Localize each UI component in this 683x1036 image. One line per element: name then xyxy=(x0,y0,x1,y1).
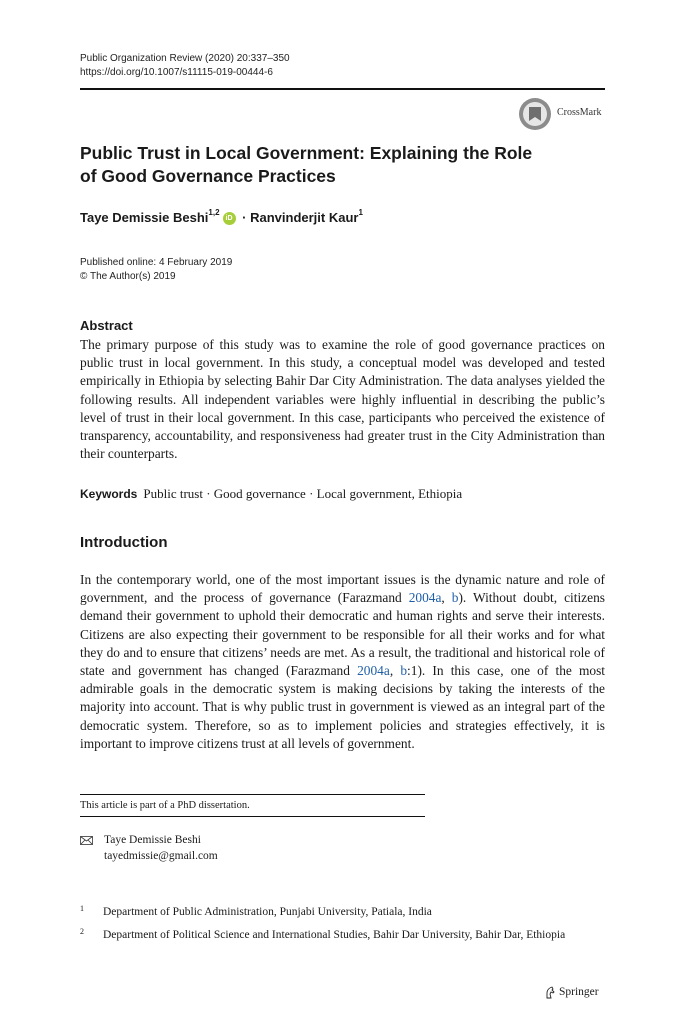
orcid-icon[interactable]: iD xyxy=(223,212,236,225)
publication-info xyxy=(80,256,232,284)
abstract-text: The primary purpose of this study was to examine the role of good governance practices on public trust in local government. In this study, a conceptual model was developed and tested empirically in Ethiopia by selecting Bahir Dar City Administration. The data analyses yielded the following results. All independent variables were highly influential in describing the public’s level of trust in their local government. In this case, participants who perceived the existence of transparency, accountability, and responsiveness had greater trust in the City Administration than their counterparts. xyxy=(80,337,605,462)
springer-horse-icon xyxy=(544,986,556,999)
publisher-logo xyxy=(544,986,608,1002)
crossmark-badge[interactable] xyxy=(519,98,607,134)
publisher-name: Springer xyxy=(559,986,599,999)
affiliation-number: 2 xyxy=(80,927,84,936)
footnote-text: This article is part of a PhD dissertation. xyxy=(80,800,250,811)
crossmark-label: CrossMark xyxy=(557,107,602,118)
section-heading-introduction: Introduction xyxy=(80,534,168,551)
affiliation-text: Department of Public Administration, Punjabi University, Patiala, India xyxy=(103,906,432,918)
author-name[interactable]: Taye Demissie Beshi xyxy=(80,210,209,225)
keywords-label: Keywords xyxy=(80,487,138,501)
footnote-rule xyxy=(80,816,425,817)
citation-link[interactable]: 2004a xyxy=(357,663,390,679)
author-affiliation-ref: 1,2 xyxy=(208,208,220,217)
published-date: Published online: 4 February 2019 xyxy=(80,257,233,268)
doi-link[interactable]: https://doi.org/10.1007/s11115-019-00444-6 xyxy=(80,67,273,78)
author-name[interactable]: Ranvinderjit Kaur xyxy=(250,210,359,225)
journal-citation: Public Organization Review (2020) 20:337–350 xyxy=(80,53,290,64)
abstract-heading: Abstract xyxy=(80,318,133,333)
citation-link[interactable]: b xyxy=(400,663,408,679)
affiliation-text: Department of Political Science and International Studies, Bahir Dar University, Bahir Dar, Ethiopia xyxy=(103,929,566,941)
citation-link[interactable]: 2004a xyxy=(408,590,442,606)
envelope-icon xyxy=(80,836,93,845)
citation-link[interactable]: b xyxy=(451,590,459,606)
corresponding-author-name: Taye Demissie Beshi xyxy=(104,834,201,846)
author-list xyxy=(80,210,363,225)
affiliation-number: 1 xyxy=(80,904,84,913)
author-separator: · xyxy=(242,210,247,225)
header-rule xyxy=(80,88,605,90)
corresponding-author-email[interactable]: tayedmissie@gmail.com xyxy=(104,850,218,862)
keywords xyxy=(80,486,605,502)
footnote-rule xyxy=(80,794,425,795)
copyright: © The Author(s) 2019 xyxy=(80,271,176,282)
article-title: Public Trust in Local Government: Explaining the Role of Good Governance Practices xyxy=(80,143,533,186)
crossmark-icon xyxy=(519,98,551,130)
author-affiliation-ref: 1 xyxy=(358,208,363,217)
introduction-paragraph: In the contemporary world, one of the most important issues is the dynamic nature and role of government, and the process of governance (Farazmand 2004a, b). Without doubt, citizens demand their government to uphold their democratic and human rights and serve their interests. Citizens are also expecting their government to be responsible for all their works and for what they do and to ensure that citizens’ needs are met. As a result, the traditional and historical role of state and government has changed (Farazmand 2004a, b:1). In this case, one of the most admirable goals in the democratic system is making decisions by taking the interests of the majority into account. That is why public trust in government is viewed as an integral part of the democratic system. Therefore, so as to implement policies and strategies effectively, it is important to improve citizens trust at all levels of government. xyxy=(80,572,606,751)
journal-header xyxy=(80,52,290,80)
keywords-list: Public trust · Good governance · Local government, Ethiopia xyxy=(143,486,463,501)
